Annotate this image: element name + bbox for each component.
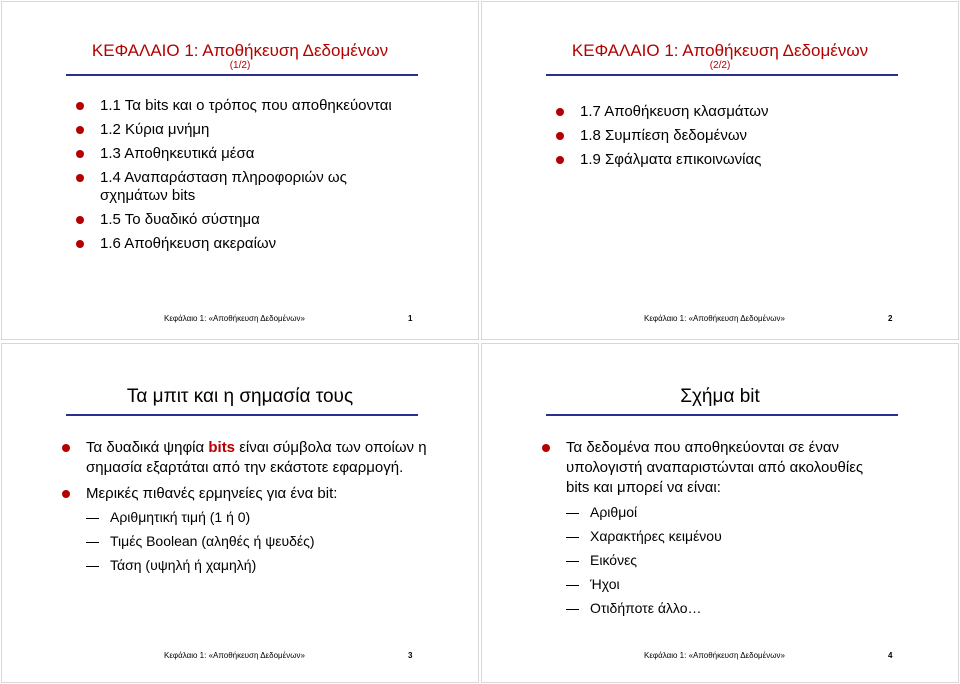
- bullet-icon: [556, 108, 564, 116]
- sub-list-item: Εικόνες: [566, 552, 882, 569]
- footer-text: Κεφάλαιο 1: «Αποθήκευση Δεδομένων»: [644, 651, 785, 660]
- list-item: 1.5 Το δυαδικό σύστημα: [76, 211, 406, 229]
- bullet-icon: [76, 150, 84, 158]
- list-item: 1.6 Αποθήκευση ακεραίων: [76, 235, 406, 253]
- list-item: Τα δυαδικά ψηφία bits είναι σύμβολα των οποίων η σημασία εξαρτάται από την εκάστοτε εφαρμογή.: [62, 438, 432, 478]
- dash-icon: [566, 585, 579, 586]
- bullet-icon: [542, 444, 550, 452]
- bullet-icon: [556, 132, 564, 140]
- title-rule: [66, 74, 418, 76]
- dash-icon: [566, 537, 579, 538]
- slide-title: ΚΕΦΑΛΑΙΟ 1: Αποθήκευση Δεδομένων: [91, 41, 389, 60]
- page-number: 1: [408, 314, 413, 323]
- footer-text: Κεφάλαιο 1: «Αποθήκευση Δεδομένων»: [164, 314, 305, 323]
- slide-title: Τα μπιτ και η σημασία τους: [126, 386, 354, 407]
- bullet-icon: [62, 444, 70, 452]
- footer-text: Κεφάλαιο 1: «Αποθήκευση Δεδομένων»: [164, 651, 305, 660]
- slide-3: [1, 343, 479, 683]
- list-item: 1.2 Κύρια μνήμη: [76, 121, 406, 139]
- sub-list: [566, 504, 882, 617]
- title-rule: [66, 414, 418, 416]
- slide-title: Σχήμα bit: [680, 386, 760, 407]
- slide-subtitle: (1/2): [229, 60, 251, 71]
- list-item: Μερικές πιθανές ερμηνείες για ένα bit: Αριθμητική τιμή (1 ή 0) Τιμές Boolean (αληθές ή ψευδές) Τάση (υψηλή ή χαμηλή): [62, 484, 432, 574]
- slide-4: [481, 343, 959, 683]
- list-item: 1.9 Σφάλματα επικοινωνίας: [556, 151, 886, 169]
- list-item: 1.4 Αναπαράσταση πληροφοριών ως σχημάτων bits: [76, 169, 360, 205]
- bullet-icon: [76, 174, 84, 182]
- bullet-icon: [62, 490, 70, 498]
- sub-list-item: Οτιδήποτε άλλο…: [566, 600, 882, 617]
- list-item: 1.8 Συμπίεση δεδομένων: [556, 127, 886, 145]
- title-rule: [546, 74, 898, 76]
- bullet-icon: [76, 126, 84, 134]
- dash-icon: [566, 513, 579, 514]
- sub-list-item: Χαρακτήρες κειμένου: [566, 528, 882, 545]
- sub-list-item: Αριθμητική τιμή (1 ή 0): [86, 509, 432, 526]
- slide-2: [481, 1, 959, 340]
- footer-text: Κεφάλαιο 1: «Αποθήκευση Δεδομένων»: [644, 314, 785, 323]
- list-item: 1.7 Αποθήκευση κλασμάτων: [556, 103, 886, 121]
- dash-icon: [86, 542, 99, 543]
- sub-list: [86, 509, 432, 574]
- sub-list-item: Αριθμοί: [566, 504, 882, 521]
- bullet-icon: [76, 240, 84, 248]
- bullet-list: [62, 438, 432, 574]
- bullet-list: [76, 97, 406, 253]
- title-rule: [546, 414, 898, 416]
- list-item: Τα δεδομένα που αποθηκεύονται σε έναν υπολογιστή αναπαριστώνται από ακολουθίες bits και μπορεί να είναι: Αριθμοί Χαρακτήρες κειμένου Εικόνες Ήχοι Οτιδήποτε άλλο…: [542, 438, 882, 617]
- bullet-list: [556, 103, 886, 169]
- list-item: 1.1 Τα bits και ο τρόπος που αποθηκεύονται: [76, 97, 406, 115]
- page-number: 3: [408, 651, 413, 660]
- bullet-icon: [556, 156, 564, 164]
- sub-list-item: Τάση (υψηλή ή χαμηλή): [86, 557, 432, 574]
- page-number: 2: [888, 314, 893, 323]
- dash-icon: [86, 518, 99, 519]
- sub-list-item: Ήχοι: [566, 576, 882, 593]
- bullet-icon: [76, 102, 84, 110]
- sub-list-item: Τιμές Boolean (αληθές ή ψευδές): [86, 533, 432, 550]
- slide-1: [1, 1, 479, 340]
- slide-title: ΚΕΦΑΛΑΙΟ 1: Αποθήκευση Δεδομένων: [571, 41, 869, 60]
- dash-icon: [566, 561, 579, 562]
- list-item: 1.3 Αποθηκευτικά μέσα: [76, 145, 406, 163]
- dash-icon: [86, 566, 99, 567]
- page-number: 4: [888, 651, 893, 660]
- dash-icon: [566, 609, 579, 610]
- slide-subtitle: (2/2): [709, 60, 731, 71]
- bullet-list: [542, 438, 882, 617]
- highlight-term: bits: [208, 439, 236, 456]
- bullet-icon: [76, 216, 84, 224]
